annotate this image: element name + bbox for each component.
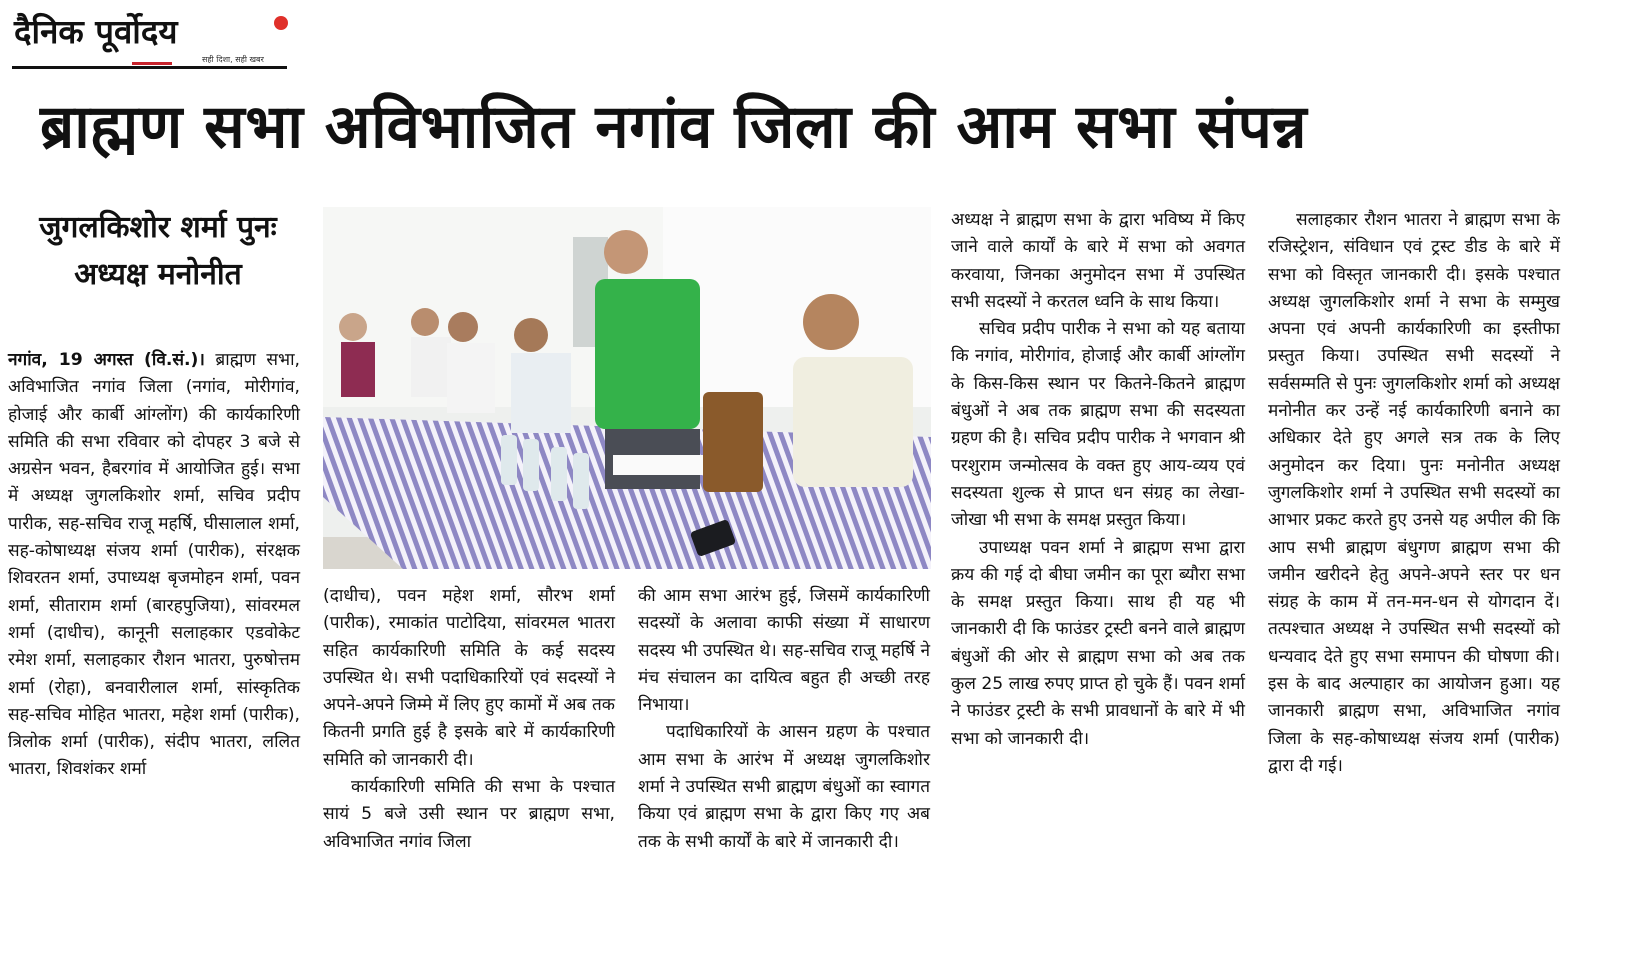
article-paragraph: की आम सभा आरंभ हुई, जिसमें कार्यकारिणी सदस्यों के अलावा काफी संख्या में साधारण सदस्य भी उपस्थित थे। सह-सचिव राजू महर्षि ने मंच संचालन का दायित्व बहुत ही अच्छी तरह निभाया।: [638, 586, 930, 716]
meeting-photo-illustration: [323, 207, 931, 569]
article-column-3: [638, 583, 930, 856]
article-paragraph: (दाधीच), पवन महेश शर्मा, सौरभ शर्मा (पारीक), रमाकांत पाटोदिया, सांवरमल भातरा सहित कार्यकारिणी समिति के कई सदस्य उपस्थित थे। सभी पदाधिकारियों एवं सदस्यों ने अपने-अपने जिम्मे में लिए हुए कामों में अब तक कितनी प्रगति हुई है इसके बारे में कार्यकारिणी समिति को जानकारी दी।: [323, 586, 615, 770]
article-paragraph: अध्यक्ष ने ब्राह्मण सभा के द्वारा भविष्य में किए जाने वाले कार्यों के बारे में सभा को अवगत करवाया, जिनका अनुमोदन सभा में उपस्थित सभी सदस्यों ने करतल ध्वनि के साथ किया।: [951, 210, 1245, 312]
article-paragraph: [8, 347, 300, 784]
article-headline: ब्राह्मण सभा अविभाजित नगांव जिला की आम सभा संपन्न: [40, 92, 1308, 162]
logo-accent-bar: [132, 62, 172, 65]
article-column-2: [323, 583, 615, 856]
masthead: [12, 8, 287, 70]
logo-dot-icon: [274, 16, 288, 30]
article-paragraph: सचिव प्रदीप पारीक ने सभा को यह बताया कि नगांव, मोरीगांव, होजाई और कार्बी आंग्लोंग के किस-किस स्थान पर कितने-कितने ब्राह्मण बंधुओं ने अब तक ब्राह्मण सभा की सदस्यता ग्रहण की है। सचिव प्रदीप पारीक ने भगवान श्री परशुराम जन्मोत्सव के वक्त हुए आय-व्यय एवं सदस्यता शुल्क से प्राप्त धन संग्रह का लेखा-जोखा भी सभा के समक्ष प्रस्तुत किया।: [951, 319, 1245, 531]
article-paragraph: सलाहकार रौशन भातरा ने ब्राह्मण सभा के रजिस्ट्रेशन, संविधान एवं ट्रस्ट डीड के बारे में सभा को विस्तृत जानकारी दी। इसके पश्चात अध्यक्ष जुगलकिशोर शर्मा ने सभा के सम्मुख अपना एवं अपनी कार्यकारिणी का इस्तीफा प्रस्तुत किया। उपस्थित सभी सदस्यों ने सर्वसम्मति से पुनः जुगलकिशोर शर्मा को अध्यक्ष मनोनीत कर उन्हें नई कार्यकारिणी बनाने का अधिकार देते हुए अगले सत्र तक के लिए अनुमोदन कर दिया। पुनः मनोनीत अध्यक्ष जुगलकिशोर शर्मा ने उपस्थित सभी सदस्यों का आभार प्रकट करते हुए उनसे यह अपील की कि आप सभी ब्राह्मण बंधुगण ब्राह्मण सभा की जमीन खरीदने हेतु अपने-अपने स्तर पर धन संग्रह के काम में तन-मन-धन से योगदान दें। तत्पश्चात अध्यक्ष ने उपस्थित सभी सदस्यों को धन्यवाद देते हुए सभा समापन की घोषणा की। इस के बाद अल्पाहार का आयोजन हुआ। यह जानकारी ब्राह्मण सभा, अविभाजित नगांव जिला के सह-कोषाध्यक्ष संजय शर्मा (पारीक) द्वारा दी गई।: [1268, 210, 1560, 776]
dateline: नगांव, 19 अगस्त (वि.सं.)।: [8, 350, 205, 370]
masthead-rule: [12, 66, 287, 69]
article-column-5: [1268, 207, 1560, 780]
article-subheadline: जुगलकिशोर शर्मा पुनः अध्यक्ष मनोनीत: [39, 210, 277, 292]
article-paragraph: उपाध्यक्ष पवन शर्मा ने ब्राह्मण सभा द्वारा क्रय की गई दो बीघा जमीन का पूरा ब्यौरा सभा के समक्ष प्रस्तुत किया। साथ ही यह भी जानकारी दी कि फाउंडर ट्रस्टी बनने वाले ब्राह्मण बंधुओं की ओर से ब्राह्मण सभा को अब तक कुल 25 लाख रुपए प्राप्त हो चुके हैं। पवन शर्मा ने फाउंडर ट्रस्टी के सभी प्रावधानों के बारे में भी सभा को जानकारी दी।: [951, 537, 1245, 749]
article-paragraph: कार्यकारिणी समिति की सभा के पश्चात सायं 5 बजे उसी स्थान पर ब्राह्मण सभा, अविभाजित नगांव जिला: [323, 777, 615, 852]
newspaper-logo: दैनिक पूर्वोदय: [14, 12, 178, 51]
article-column-1: [8, 347, 300, 784]
article-paragraph: पदाधिकारियों के आसन ग्रहण के पश्चात आम सभा के आरंभ में अध्यक्ष जुगलकिशोर शर्मा ने उपस्थित सभी ब्राह्मण बंधुओं का स्वागत किया एवं ब्राह्मण सभा के द्वारा किए गए अब तक के सभी कार्यों के बारे में जानकारी दी।: [638, 722, 930, 852]
newspaper-tagline: सही दिशा, सही खबर: [202, 55, 264, 64]
article-column-4: [951, 207, 1245, 753]
article-photo: [323, 207, 931, 569]
article-text: ब्राह्मण सभा, अविभाजित नगांव जिला (नगांव, मोरीगांव, होजाई और कार्बी आंग्लोंग) की कार्यकारिणी समिति की सभा रविवार को दोपहर 3 बजे से अग्रसेन भवन, हैबरगांव में आयोजित हुई। सभा में अध्यक्ष जुगलकिशोर शर्मा, सचिव प्रदीप पारीक, सह-सचिव राजू महर्षि, घीसालाल शर्मा, सह-कोषाध्यक्ष संजय शर्मा (पारीक), संरक्षक शिवरतन शर्मा, उपाध्यक्ष बृजमोहन शर्मा, पवन शर्मा, सीताराम शर्मा (बारहपुजिया), सांवरमल शर्मा (दाधीच), कानूनी सलाहकार एडवोकेट रमेश शर्मा, सलाहकार रौशन भातरा, पुरुषोत्तम शर्मा (रोहा), बनवारीलाल शर्मा, सांस्कृतिक सह-सचिव मोहित भातरा, महेश शर्मा (पारीक), त्रिलोक शर्मा (पारीक), संदीप भातरा, ललित भातरा, शिवशंकर शर्मा: [8, 350, 300, 780]
